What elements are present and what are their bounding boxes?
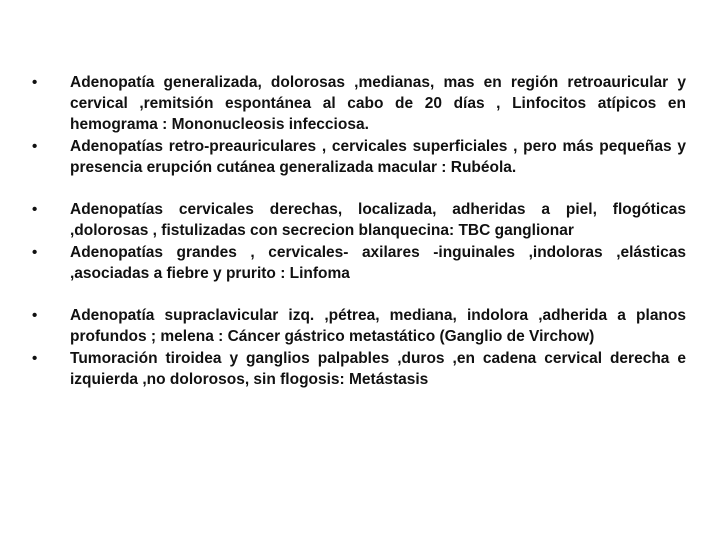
bullet-text: Adenopatía supraclavicular izq. ,pétrea, mediana, indolora ,adherida a planos profundos ; melena : Cáncer gástrico metastático (Ganglio de Virchow): [70, 307, 686, 345]
bullet-text: Adenopatías cervicales derechas, localizada, adheridas a piel, flogóticas ,dolorosas , fistulizadas con secrecion blanquecina: TBC ganglionar: [70, 201, 686, 239]
bullet-item-linfoma: [30, 242, 686, 284]
bullet-text: Tumoración tiroidea y ganglios palpables ,duros ,en cadena cervical derecha e izquierda ,no dolorosos, sin flogosis: Metástasis: [70, 350, 686, 388]
bullet-item-virchow: [30, 305, 686, 347]
bullet-icon: •: [32, 138, 38, 155]
bullet-icon: •: [32, 307, 38, 324]
bullet-icon: •: [32, 244, 38, 261]
bullet-item-metastasis: [30, 348, 686, 390]
bullet-text: Adenopatía generalizada, dolorosas ,medianas, mas en región retroauricular y cervical ,remitsión espontánea al cabo de 20 días , Linfocitos atípicos en hemograma : Mononucleosis infecciosa.: [70, 74, 686, 133]
bullet-icon: •: [32, 201, 38, 218]
bullet-item-mononucleosis: [30, 72, 686, 135]
bullet-list: [30, 72, 686, 391]
bullet-text: Adenopatías grandes , cervicales- axilares -inguinales ,indoloras ,elásticas ,asociadas a fiebre y prurito : Linfoma: [70, 244, 686, 282]
bullet-text: Adenopatías retro-preauriculares , cervicales superficiales , pero más pequeñas y presencia erupción cutánea generalizada macular : Rubéola.: [70, 138, 686, 176]
bullet-icon: •: [32, 74, 38, 91]
bullet-item-rubeola: [30, 136, 686, 178]
bullet-icon: •: [32, 350, 38, 367]
bullet-item-tbc-ganglionar: [30, 199, 686, 241]
